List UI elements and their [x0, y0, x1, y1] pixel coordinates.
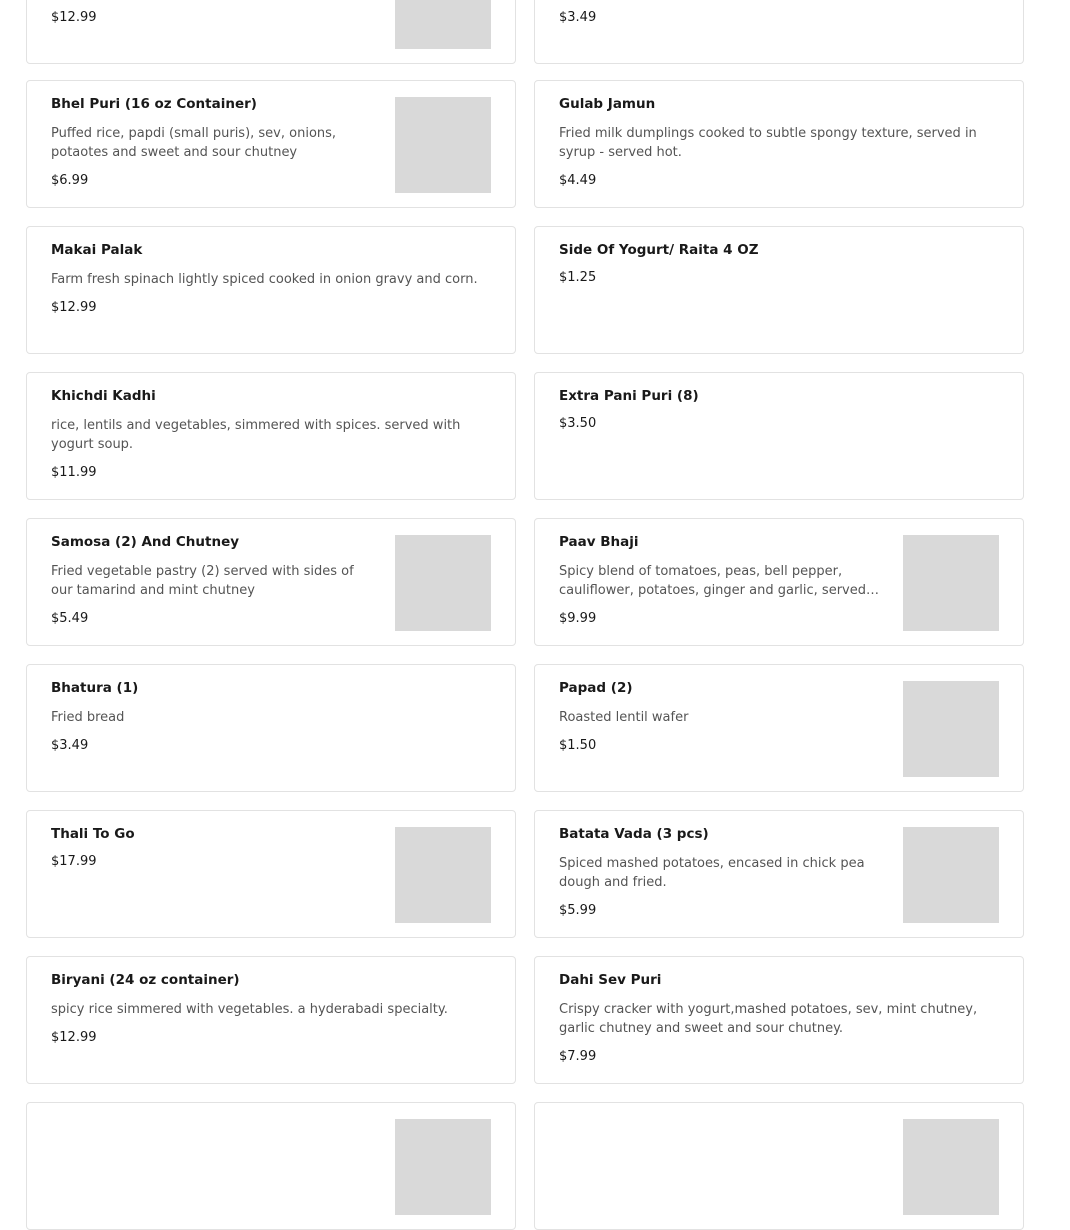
menu-item-price: $17.99	[51, 854, 97, 869]
menu-item-card[interactable]	[26, 80, 516, 208]
menu-item-price: $3.50	[559, 416, 597, 431]
menu-item-price: $12.99	[51, 10, 97, 25]
menu-item-title: Makai Palak	[51, 242, 143, 258]
menu-item-price: $3.49	[51, 738, 89, 753]
menu-item-card[interactable]	[26, 664, 516, 792]
menu-item-card[interactable]	[534, 810, 1024, 938]
menu-item-card[interactable]	[26, 226, 516, 354]
menu-item-title: Extra Pani Puri (8)	[559, 388, 699, 404]
menu-item-price: $5.99	[559, 903, 597, 918]
menu-item-image-placeholder	[395, 827, 491, 923]
menu-item-image-placeholder	[903, 681, 999, 777]
menu-item-card[interactable]	[534, 0, 1024, 64]
menu-item-description: Roasted lentil wafer	[559, 710, 689, 725]
menu-item-card[interactable]	[534, 518, 1024, 646]
menu-item-description: Fried milk dumplings cooked to subtle spongy texture, served in syrup - served hot.	[559, 126, 977, 160]
menu-item-card[interactable]	[26, 1102, 516, 1230]
menu-item-image-placeholder	[395, 97, 491, 193]
menu-item-price: $11.99	[51, 465, 97, 480]
menu-item-card[interactable]	[534, 1102, 1024, 1230]
menu-item-card[interactable]	[534, 956, 1024, 1084]
menu-item-title: Paav Bhaji	[559, 534, 639, 550]
menu-item-title: Side Of Yogurt/ Raita 4 OZ	[559, 242, 759, 258]
menu-item-title: Bhel Puri (16 oz Container)	[51, 96, 257, 112]
menu-item-title: Khichdi Kadhi	[51, 388, 156, 404]
menu-item-price: $12.99	[51, 1030, 97, 1045]
menu-item-image-placeholder	[903, 1119, 999, 1215]
menu-item-description: Farm fresh spinach lightly spiced cooked in onion gravy and corn.	[51, 272, 478, 287]
menu-item-title: Batata Vada (3 pcs)	[559, 826, 709, 842]
menu-item-title: Samosa (2) And Chutney	[51, 534, 240, 550]
menu-item-price: $12.99	[51, 300, 97, 315]
menu-item-description: Fried bread	[51, 710, 125, 725]
menu-item-description: Crispy cracker with yogurt,mashed potatoes, sev, mint chutney, garlic chutney and sweet and sour chutney.	[559, 1002, 978, 1036]
menu-item-price: $3.49	[559, 10, 597, 25]
menu-item-price: $1.25	[559, 270, 597, 285]
menu-item-image-placeholder	[395, 0, 491, 49]
menu-item-price: $1.50	[559, 738, 597, 753]
menu-item-card[interactable]	[26, 810, 516, 938]
menu-item-image-placeholder	[395, 535, 491, 631]
menu-item-title: Papad (2)	[559, 680, 633, 696]
menu-item-price: $7.99	[559, 1049, 597, 1064]
menu-item-title: Biryani (24 oz container)	[51, 972, 240, 988]
menu-item-card[interactable]	[534, 664, 1024, 792]
menu-item-card[interactable]	[26, 372, 516, 500]
menu-item-price: $9.99	[559, 611, 597, 626]
menu-item-card[interactable]	[534, 226, 1024, 354]
menu-item-card[interactable]	[26, 956, 516, 1084]
menu-item-description: rice, lentils and vegetables, simmered with spices. served with yogurt soup.	[51, 418, 461, 452]
menu-item-price: $6.99	[51, 173, 89, 188]
menu-item-price: $4.49	[559, 173, 597, 188]
menu-item-card[interactable]	[26, 518, 516, 646]
menu-item-card[interactable]	[534, 372, 1024, 500]
menu-item-image-placeholder	[395, 1119, 491, 1215]
menu-item-title: Gulab Jamun	[559, 96, 656, 112]
menu-item-description: Spiced mashed potatoes, encased in chick pea dough and fried.	[559, 856, 865, 890]
menu-item-card[interactable]	[26, 0, 516, 64]
menu-item-title: Bhatura (1)	[51, 680, 139, 696]
menu-item-description: Puffed rice, papdi (small puris), sev, onions, potaotes and sweet and sour chutney	[51, 126, 337, 160]
menu-item-image-placeholder	[903, 535, 999, 631]
menu-item-image-placeholder	[903, 827, 999, 923]
menu-item-card[interactable]	[534, 80, 1024, 208]
menu-item-price: $5.49	[51, 611, 89, 626]
menu-item-title: Dahi Sev Puri	[559, 972, 662, 988]
menu-item-description: Spicy blend of tomatoes, peas, bell pepper, cauliflower, potatoes, ginger and garlic, served	[559, 564, 866, 598]
menu-item-description: spicy rice simmered with vegetables. a hyderabadi specialty.	[51, 1002, 448, 1017]
menu-item-description: Fried vegetable pastry (2) served with sides of our tamarind and mint chutney	[51, 564, 354, 598]
menu-item-title: Thali To Go	[51, 826, 135, 842]
